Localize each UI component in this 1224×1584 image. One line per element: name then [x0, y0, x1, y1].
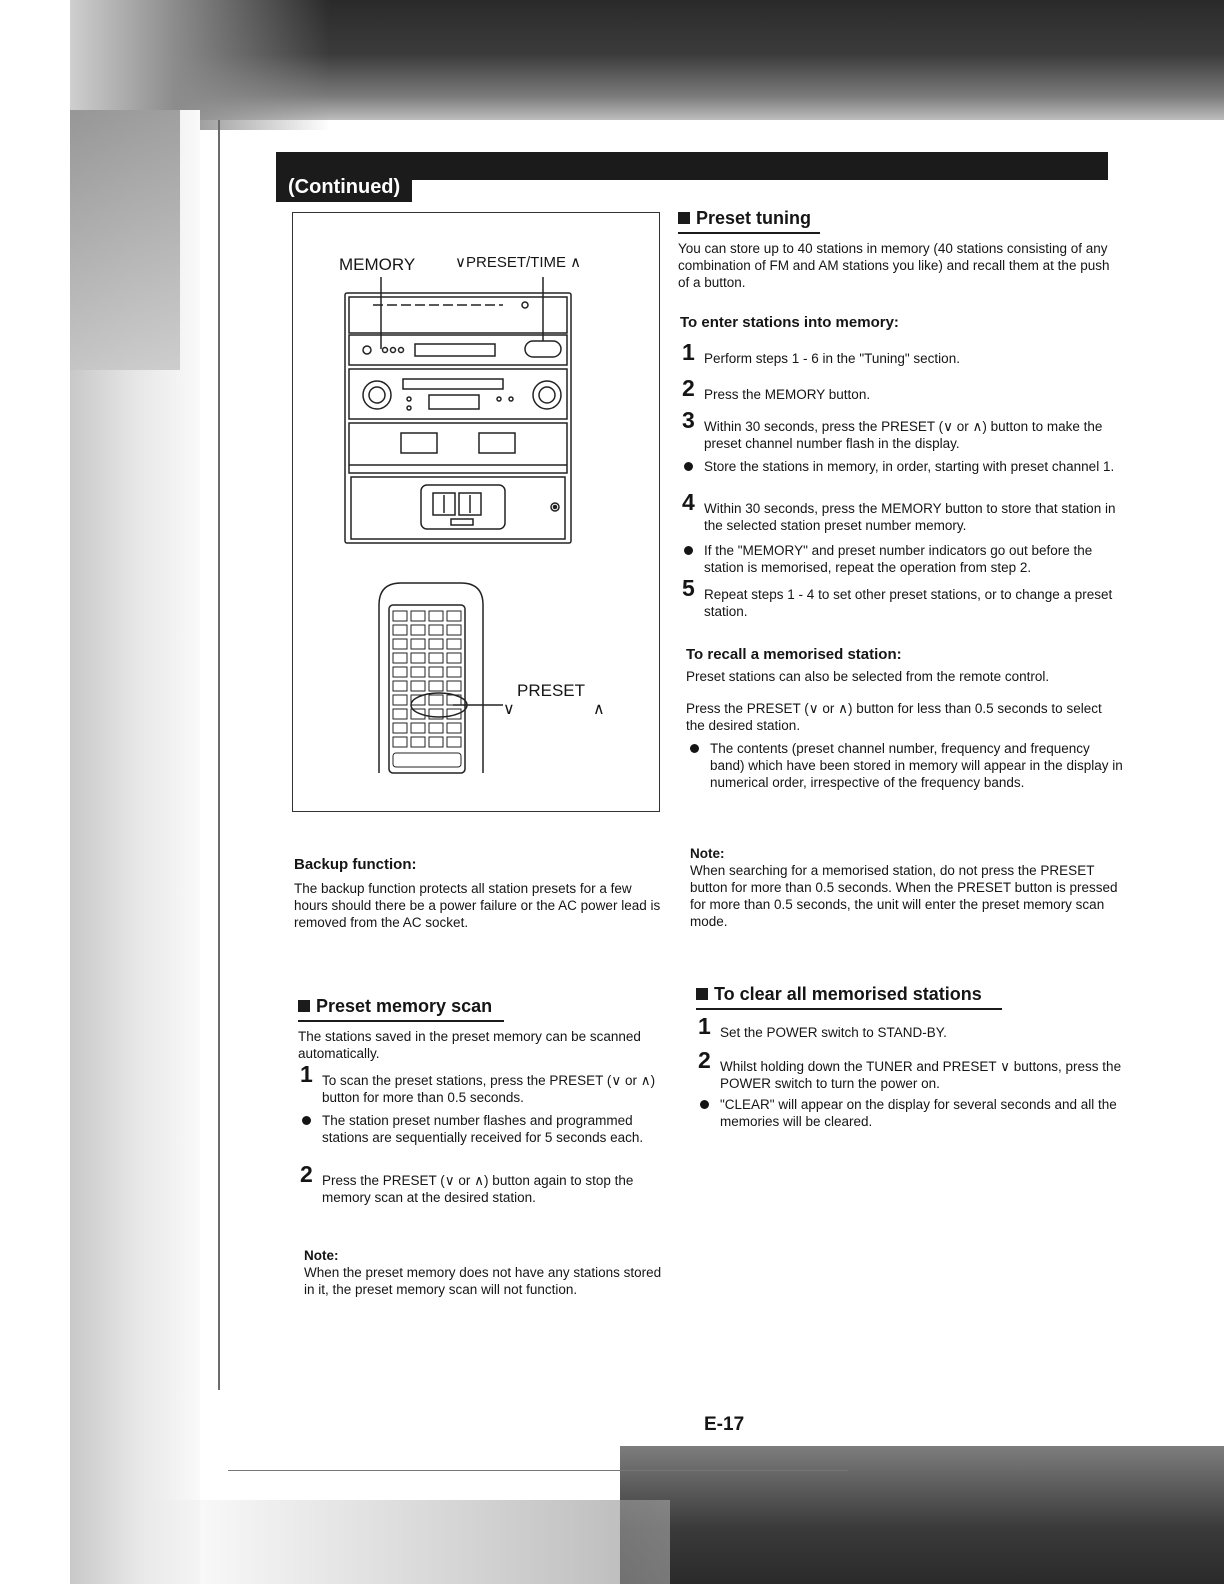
step-text: Whilst holding down the TUNER and PRESET ∨ buttons, press the POWER switch to turn the power on. [720, 1059, 1122, 1091]
preset-up-glyph: ∧ [593, 701, 605, 718]
tuning-step-3 [682, 407, 1118, 452]
scan-shadow-bottom [620, 1446, 1224, 1584]
page-edge-line [218, 120, 220, 1390]
scan-note-title: Note: [304, 1248, 339, 1263]
clear-step-2 [698, 1047, 1134, 1092]
scan-shadow-left-dark [70, 110, 180, 370]
recall-text-2: Press the PRESET (∨ or ∧) button for less than 0.5 seconds to select the desired station. [686, 701, 1102, 733]
preset-memory-scan-intro: The stations saved in the preset memory can be scanned automatically. [298, 1029, 641, 1061]
step-number: 2 [682, 375, 695, 401]
unit-figure [292, 212, 660, 812]
backup-text: The backup function protects all station presets for a few hours should there be a power failure or the AC power lead is removed from the AC socket. [294, 881, 661, 930]
step-number: 1 [698, 1013, 711, 1039]
scan-shadow-bottom-left [150, 1500, 670, 1584]
bullet-text: The station preset number flashes and programmed stations are sequentially received for 5 seconds each. [322, 1113, 644, 1145]
step-number: 2 [698, 1047, 711, 1073]
recall-bullet [688, 740, 1124, 791]
step-number: 5 [682, 575, 695, 601]
step-number: 1 [300, 1061, 313, 1087]
recall-title: To recall a memorised station: [686, 646, 902, 663]
backup-title: Backup function: [294, 856, 417, 873]
continued-banner-label: (Continued) [276, 172, 412, 202]
bullet-text: "CLEAR" will appear on the display for several seconds and all the memories will be cleared. [720, 1097, 1117, 1129]
tuning-note-title: Note: [690, 846, 725, 861]
preset-tuning-title: Preset tuning [696, 208, 812, 228]
preset-tuning-intro: You can store up to 40 stations in memory (40 stations consisting of any combination of FM and AM stations you like) and recall them at the push of a button. [678, 241, 1110, 290]
tuning-step-1 [682, 339, 1118, 367]
scan-note-text: When the preset memory does not have any stations stored in it, the preset memory scan will not function. [304, 1265, 662, 1297]
bullet-text: Store the stations in memory, in order, starting with preset channel 1. [704, 459, 1115, 474]
clear-rule [696, 1008, 1002, 1010]
step-text: Within 30 seconds, press the MEMORY button to store that station in the selected station preset number memory. [704, 501, 1116, 533]
clear-title: To clear all memorised stations [714, 984, 982, 1004]
step-text: Repeat steps 1 - 4 to set other preset stations, or to change a preset station. [704, 587, 1113, 619]
clear-heading [696, 984, 982, 1005]
step-number: 2 [300, 1161, 313, 1187]
tuning-step-2 [682, 375, 1118, 403]
bullet-text: The contents (preset channel number, frequency and frequency band) which have been stored in memory will appear in the display in numerical order, irrespective of the frequency bands. [710, 741, 1123, 790]
recall-text-1: Preset stations can also be selected from the remote control. [686, 669, 1050, 684]
stereo-and-remote-illustration [293, 213, 659, 811]
preset-down-glyph: ∨ [503, 701, 515, 718]
preset-tuning-heading [678, 208, 811, 229]
tuning-note-text: When searching for a memorised station, do not press the PRESET button for more than 0.5 seconds. When the PRESET button is pressed for more than 0.5 seconds, the unit will enter the preset memory scan mode. [690, 863, 1118, 929]
enter-stations-title: To enter stations into memory: [680, 314, 899, 331]
bullet-text: If the "MEMORY" and preset number indicators go out before the station is memorised, repeat the operation from step 2. [704, 543, 1093, 575]
heading-square-icon [696, 988, 708, 1000]
bullet-icon [700, 1100, 709, 1109]
page-number: E-17 [704, 1414, 745, 1435]
preset-memory-scan-heading [298, 996, 492, 1017]
bullet-icon [684, 462, 693, 471]
stereo-unit-drawing [345, 293, 571, 543]
step-text: Perform steps 1 - 6 in the "Tuning" section. [704, 351, 960, 366]
callout-lines [381, 277, 543, 705]
scan-step-1 [300, 1061, 670, 1106]
preset-tuning-rule [678, 232, 820, 234]
memory-callout-label: MEMORY [339, 255, 416, 274]
clear-bullet [698, 1096, 1134, 1130]
step-text: Set the POWER switch to STAND-BY. [720, 1025, 947, 1040]
remote-buttons [393, 611, 467, 767]
bullet-icon [302, 1116, 311, 1125]
step-number: 4 [682, 489, 695, 515]
tuning-step-5 [682, 575, 1118, 620]
step-number: 3 [682, 407, 695, 433]
step-text: Within 30 seconds, press the PRESET (∨ or ∧) button to make the preset channel number flash in the display. [704, 419, 1103, 451]
preset-callout-label: PRESET [517, 681, 586, 700]
clear-step-1 [698, 1013, 1134, 1041]
preset-memory-scan-rule [298, 1020, 504, 1022]
bullet-icon [690, 744, 699, 753]
page-bottom-line [228, 1470, 848, 1471]
scan-bullet-1 [300, 1112, 670, 1146]
tuning-bullet-1 [682, 458, 1118, 475]
scan-step-2 [300, 1161, 670, 1206]
step-number: 1 [682, 339, 695, 365]
tuning-bullet-2 [682, 542, 1118, 576]
step-text: Press the MEMORY button. [704, 387, 871, 402]
tuning-step-4 [682, 489, 1118, 534]
step-text: Press the PRESET (∨ or ∧) button again to stop the memory scan at the desired station. [322, 1173, 634, 1205]
preset-memory-scan-title: Preset memory scan [316, 996, 493, 1016]
bullet-icon [684, 546, 693, 555]
step-text: To scan the preset stations, press the PRESET (∨ or ∧) button for more than 0.5 seconds. [322, 1073, 656, 1105]
heading-square-icon [298, 1000, 310, 1012]
preset-time-callout-label: ∨PRESET/TIME ∧ [455, 254, 582, 271]
heading-square-icon [678, 212, 690, 224]
